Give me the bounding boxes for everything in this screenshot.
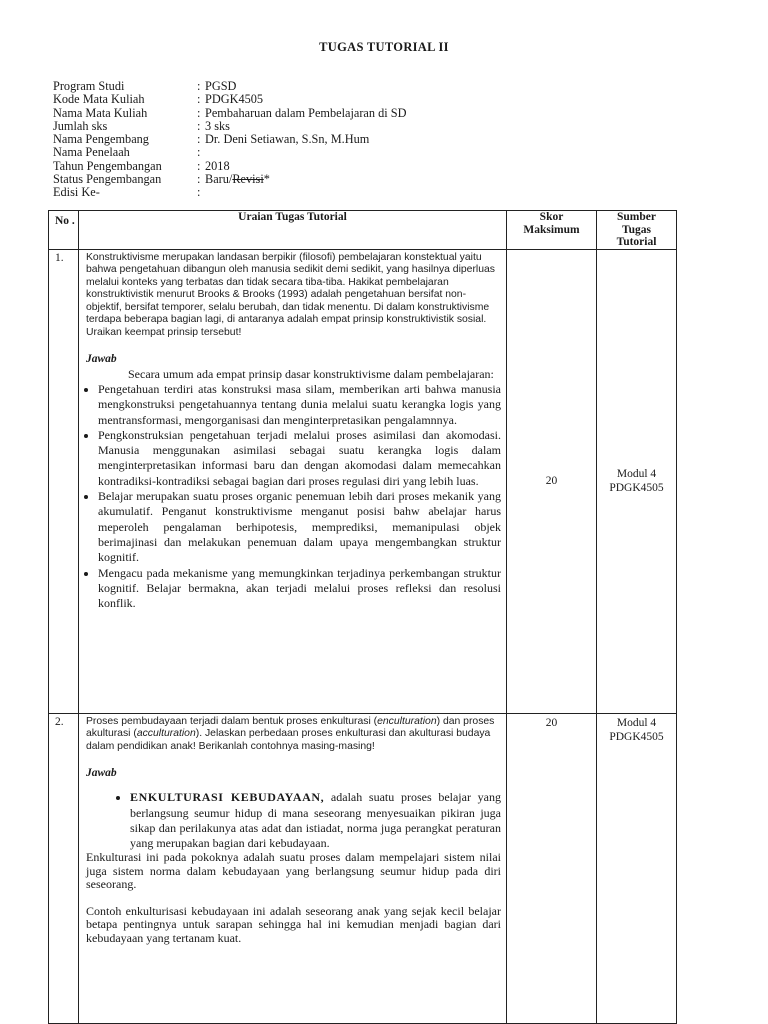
answer-definition-list xyxy=(86,790,501,851)
row-number: 2. xyxy=(49,713,79,1023)
info-row-tahun-pengembangan xyxy=(53,160,406,173)
answer-intro: Secara umum ada empat prinsip dasar konstruktivisme dalam pembelajaran: xyxy=(128,366,494,381)
status-value-revisi-struck: Revisi xyxy=(232,172,264,187)
document-title: TUGAS TUTORIAL II xyxy=(319,40,449,54)
info-value: PDGK4505 xyxy=(205,92,264,107)
source-course-code: PDGK4505 xyxy=(609,730,664,743)
info-colon: : xyxy=(197,185,201,200)
info-value: PGSD xyxy=(205,79,237,93)
status-value-baru: Baru/ xyxy=(205,172,233,187)
info-colon: : xyxy=(197,145,201,160)
info-label: Nama Pengembang xyxy=(53,132,149,147)
definition-term: ENKULTURASI KEBUDAYAAN, xyxy=(130,790,325,805)
info-value: 2018 xyxy=(205,158,230,173)
answer-label: Jawab xyxy=(86,352,117,365)
info-value: Pembaharuan dalam Pembelajaran di SD xyxy=(205,105,407,120)
info-value: Dr. Deni Setiawan, S.Sn, M.Hum xyxy=(205,132,370,147)
question-text-2: ) dan proses akulturasi ( xyxy=(86,715,495,740)
source-module: Modul 4 xyxy=(616,468,657,480)
score-cell xyxy=(507,249,597,713)
info-row-status-pengembangan xyxy=(53,173,406,186)
source-module: Modul 4 xyxy=(616,716,657,729)
info-label: Program Studi xyxy=(53,79,125,93)
info-colon: : xyxy=(197,92,201,107)
question-text-3: ). Jelaskan perbedaan proses enkulturasi dan akulturasi budaya dalam pendidikan anak! Berikanlah contohnya masing-masing! xyxy=(86,728,491,752)
header-no: No . xyxy=(49,211,79,250)
task-cell xyxy=(79,713,507,1023)
answer-label: Jawab xyxy=(86,767,117,780)
source-cell xyxy=(597,713,677,1023)
header-skor: Skor Maksimum xyxy=(507,211,597,250)
info-colon: : xyxy=(197,105,201,120)
info-label: Nama Penelaah xyxy=(53,145,130,160)
list-item: • Belajar merupakan suatu proses organic penemuan lebih dari proses mekanik yang akumulatif. Penganut konstruktivisme menganut posisi bahw abelajar harus meperoleh pengalaman berhipotesis, memprediksi, memanipulasi objek berimajinasi dan melakukan penemuan dalam upaya mengembangkan struktur kognitif. xyxy=(98,489,501,565)
info-label: Edisi Ke- xyxy=(53,185,100,200)
list-item xyxy=(130,790,501,851)
info-colon: : xyxy=(197,79,201,93)
info-colon: : xyxy=(197,132,201,147)
table-row xyxy=(49,249,677,713)
header-uraian: Uraian Tugas Tutorial xyxy=(79,211,507,250)
max-score: 20 xyxy=(545,475,558,487)
info-label: Jumlah sks xyxy=(53,118,108,133)
table-header-row xyxy=(49,211,677,250)
task-question: Konstruktivisme merupakan landasan berpikir (filosofi) pembelajaran konstektual yaitu bahwa pengetahuan dibangun oleh manusia sedikit demi sedikit, yang hasilnya diperluas melalui konteks yang terbatas dan tidak secara tiba-tiba. Hakikat pembelajaran konstruktivistik menurut Brooks & Brooks (1993) adalah pengetahuan bersifat non-objektif, bersifat temporer, selalu berubah, dan tidak menentu. Di dalam konstruktivisme terdapa beberapa bagian lagi, di antaranya adalah empat prinsip konstruktivistik sosial. Uraikan keempat prinsip tersebut! xyxy=(86,251,495,339)
info-colon: : xyxy=(197,158,201,173)
table-row xyxy=(49,713,677,1023)
info-value xyxy=(205,173,270,186)
info-label: Nama Mata Kuliah xyxy=(53,105,148,120)
list-item: • Pengkonstruksian pengetahuan terjadi melalui proses asimilasi dan akomodasi. Manusia menggunakan asimilasi sebagai suatu kerangka logis dalam menginterpretasikan informasi baru dan dengan akomodasi dalam memecahkan kontradiksi-kontradiksi sebagai bagian dari proses regulasi diri yang lebih luas. xyxy=(98,428,501,489)
info-colon: : xyxy=(197,172,201,187)
info-row-edisi-ke xyxy=(53,186,406,199)
question-text-1: Proses pembudayaan terjadi dalam bentuk proses enkulturasi ( xyxy=(86,715,378,727)
task-question xyxy=(86,716,501,754)
answer-example: Contoh enkulturisasi kebudayaan ini adalah seseorang anak yang sejak kecil belajar betapa pentingnya untuk sarapan sehingga hal ini kemudian menjadi bagian dari kebudayaan yang tertanam kuat. xyxy=(86,903,501,945)
tutorial-task-table xyxy=(48,210,677,1024)
status-value-asterisk: * xyxy=(263,172,270,187)
info-label: Status Pengembangan xyxy=(53,172,162,187)
answer-principles-list xyxy=(80,382,501,611)
score-cell xyxy=(507,713,597,1023)
info-value: 3 sks xyxy=(205,118,230,133)
info-label: Kode Mata Kuliah xyxy=(53,92,145,107)
definition-text: adalah suatu proses belajar yang berlangsung seumur hidup di mana seseorang menyesuaikan pikiran juga sikap dan perilakunya atas adat dan istiadat, norma juga perangkat peraturan yang merupakan bagian dari kebudayaan. xyxy=(130,790,501,851)
answer-paragraph: Enkulturasi ini pada pokoknya adalah suatu proses dalam mempelajari sistem nilai juga sistem norma dalam kebudayaan yang berlangsung seumur hidup pada diri seseorang. xyxy=(86,850,501,892)
source-cell xyxy=(597,249,677,713)
term-enculturation: enculturation xyxy=(377,715,437,727)
info-row-kode-mata-kuliah xyxy=(53,93,406,106)
info-colon: : xyxy=(197,118,201,133)
row-number: 1. xyxy=(49,249,79,713)
info-row-jumlah-sks xyxy=(53,120,406,133)
term-acculturation: acculturation xyxy=(136,728,196,740)
source-course-code: PDGK4505 xyxy=(609,482,664,494)
info-row-program-studi xyxy=(53,80,406,93)
max-score: 20 xyxy=(545,716,558,729)
info-row-nama-pengembang xyxy=(53,133,406,146)
header-sumber: Sumber Tugas Tutorial xyxy=(597,211,677,250)
list-item: • Mengacu pada mekanisme yang memungkinkan terjadinya perkembangan struktur kognitif. Belajar bermakna, akan terjadi melalui proses refleksi dan resolusi konflik. xyxy=(98,566,501,612)
info-row-nama-mata-kuliah xyxy=(53,107,406,120)
list-item: • Pengetahuan terdiri atas konstruksi masa silam, memberikan arti bahwa manusia mengkonstruksi pengetahuannya tentang dunia melalui suatu kerangka logis yang mentransformasi, mengorganisasi dan menginterpretasikan pengalamnnya. xyxy=(98,382,501,428)
course-info xyxy=(53,80,406,200)
info-row-nama-penelaah xyxy=(53,146,406,159)
task-cell xyxy=(79,249,507,713)
info-label: Tahun Pengembangan xyxy=(53,158,162,173)
